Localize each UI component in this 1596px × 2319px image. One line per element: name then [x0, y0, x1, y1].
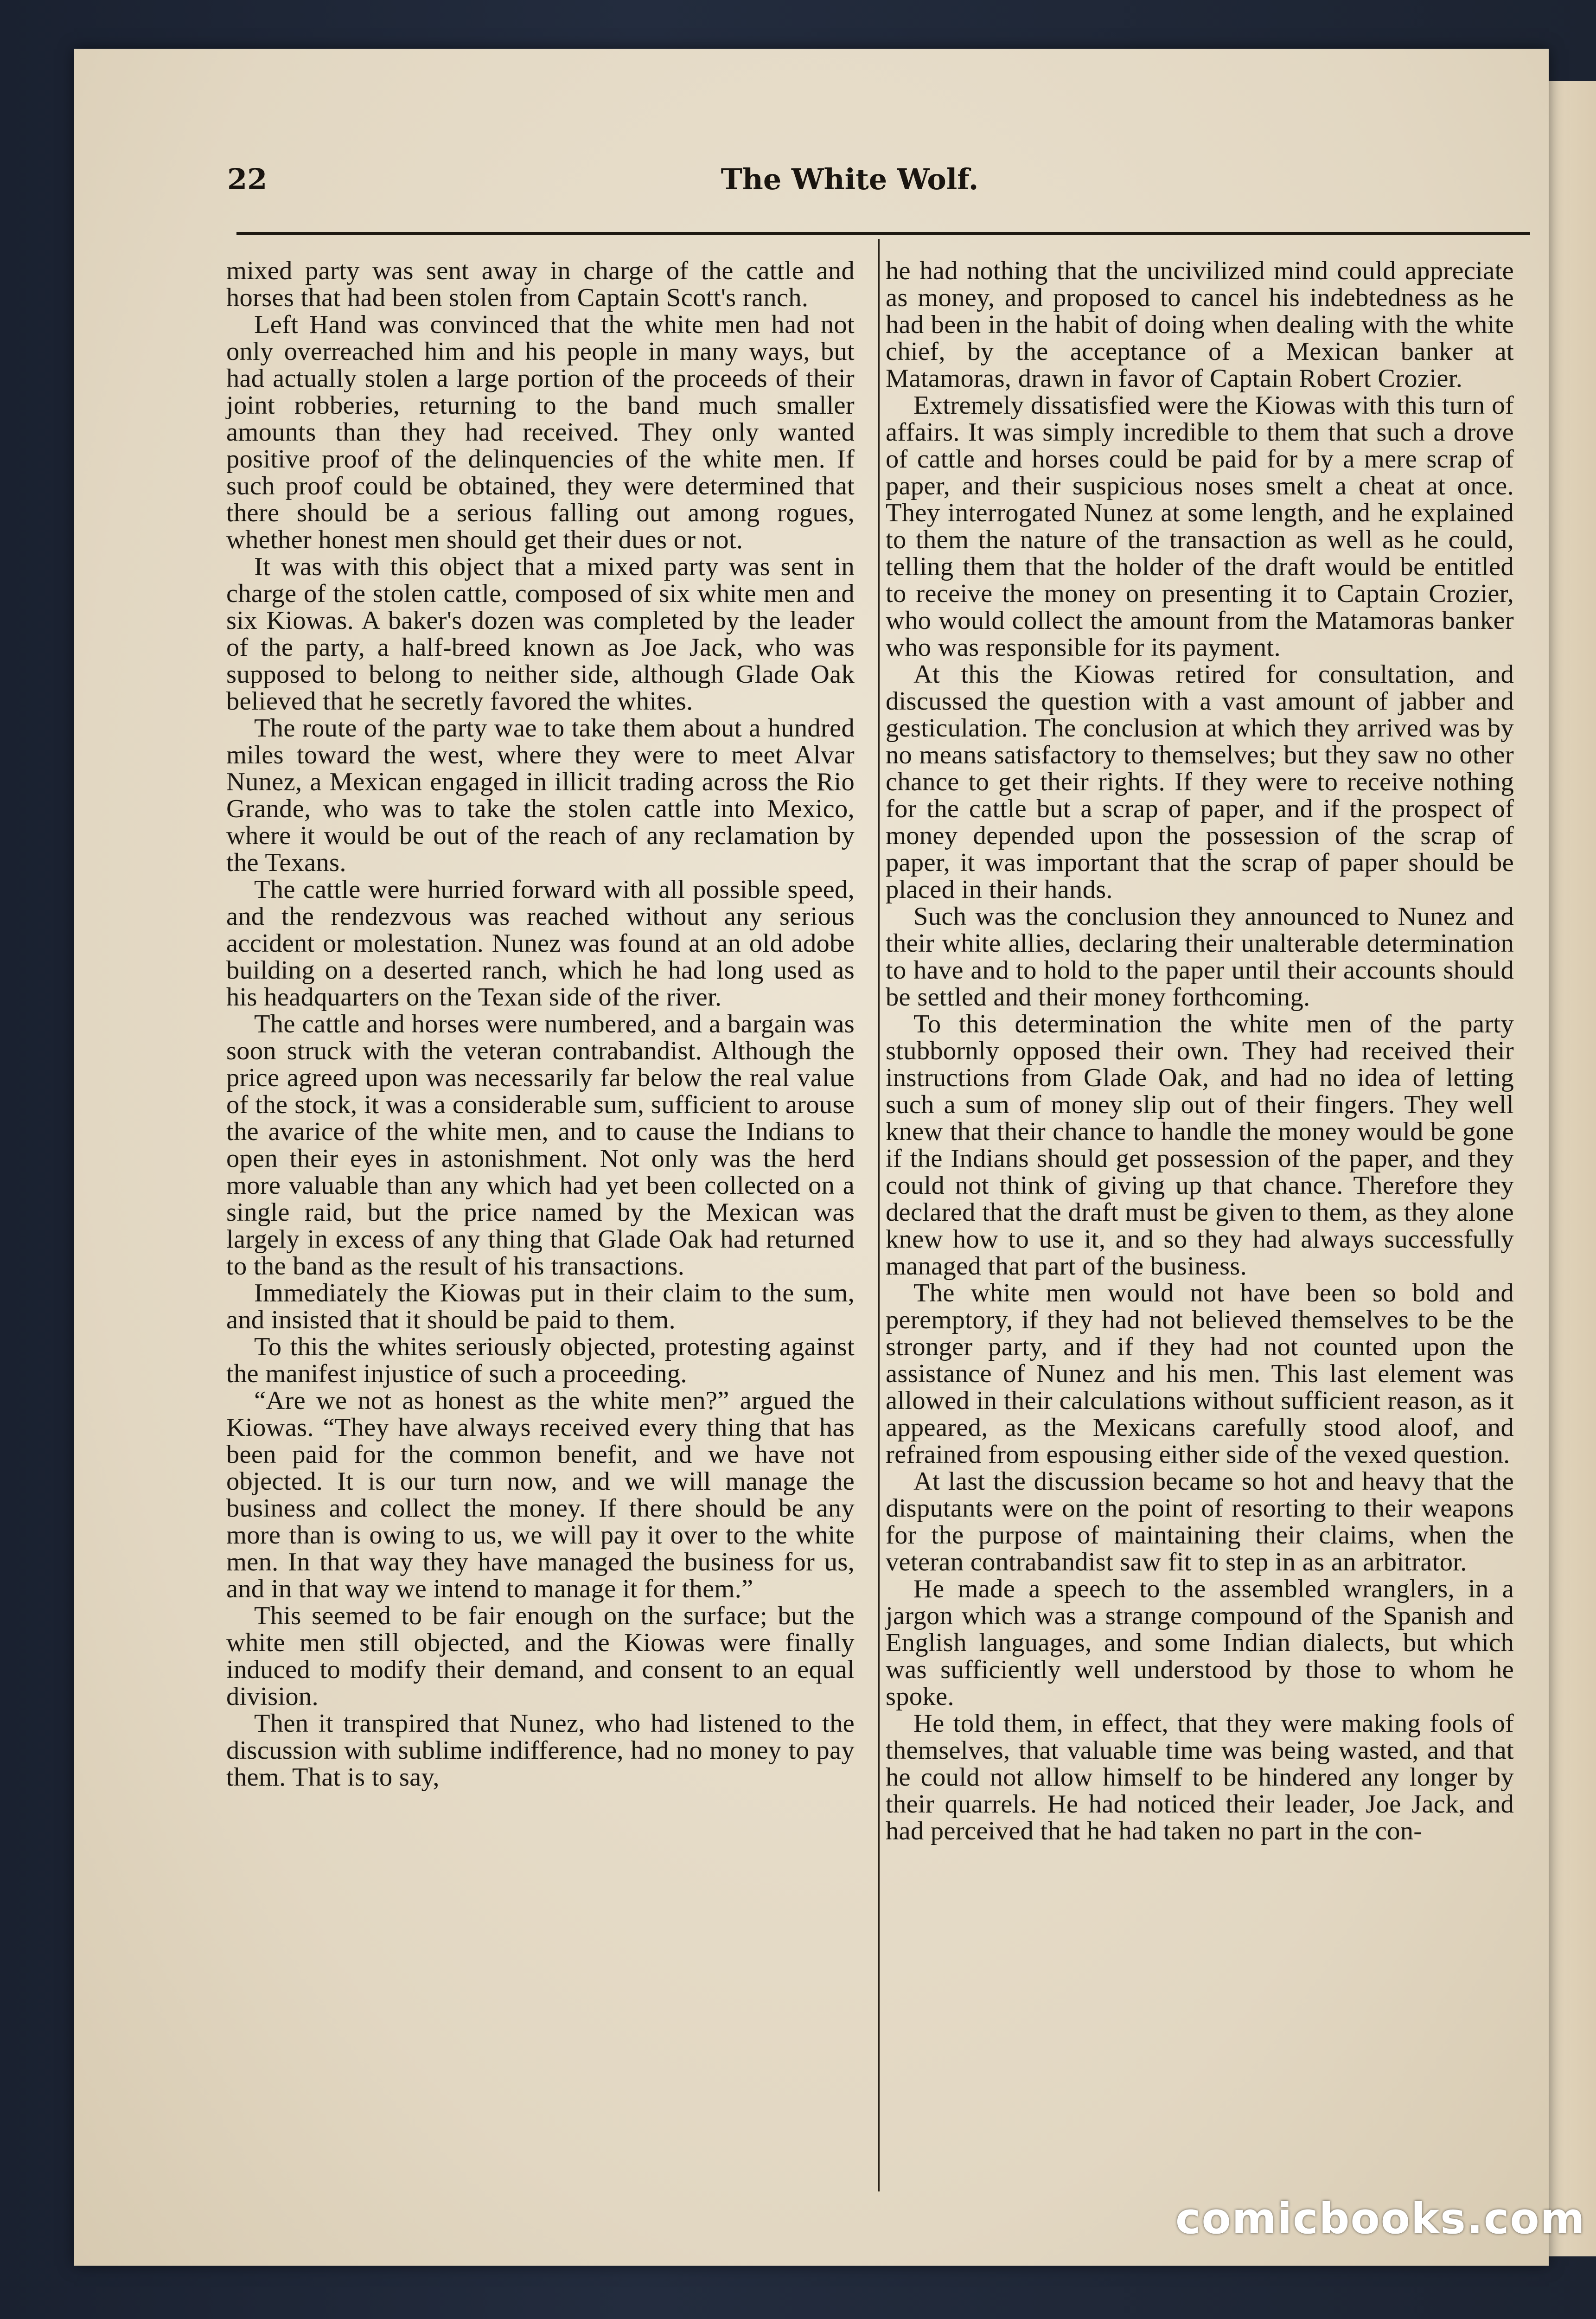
paragraph: At this the Kiowas retired for consultation, and discussed the question with a vast amount of jabber and gesticulation. The conclusion at which they arrived was by no means satisfactory to themselves; but they saw no other chance to get their rights. If they were to receive nothing for the cattle but a scrap of paper, and if the prospect of money depended upon the possession of the scrap of paper, it was important that the scrap of paper should be placed in their hands.	[886, 660, 1514, 904]
header-rule	[236, 232, 1530, 235]
paragraph: He made a speech to the assembled wranglers, in a jargon which was a strange compound of the Spanish and English languages, and some Indian dialects, but which was sufficiently well understood by those to whom he spoke.	[886, 1575, 1514, 1711]
paragraph: To this the whites seriously objected, protesting against the manifest injustice of such a proceeding.	[226, 1332, 855, 1388]
column-divider	[878, 239, 880, 2191]
paragraph: Extremely dissatisfied were the Kiowas with this turn of affairs. It was simply incredible to them that such a drove of cattle and horses could be paid for by a mere scrap of paper, and their suspicious noses smelt a cheat at once. They interrogated Nunez at some length, and he explained to them the nature of the transaction as well as he could, telling them that the holder of the draft would be entitled to receive the money on presenting it to Captain Crozier, who would collect the amount from the Matamoras banker who was responsible for its payment.	[886, 391, 1514, 662]
watermark-logo: comicbooks.com	[1175, 2194, 1586, 2243]
paragraph: It was with this object that a mixed party was sent in charge of the stolen cattle, composed of six white men and six Kiowas. A baker's dozen was completed by the leader of the party, a half-breed known as Joe Jack, who was supposed to belong to neither side, although Glade Oak believed that he secretly favored the whites.	[226, 552, 855, 716]
right-column	[886, 257, 1514, 2196]
paragraph: Such was the conclusion they announced to Nunez and their white allies, declaring their unalterable determination to have and to hold to the paper until their accounts should be settled and their money forthcoming.	[886, 902, 1514, 1012]
running-title: The White Wolf.	[721, 162, 979, 196]
paragraph: The route of the party wae to take them about a hundred miles toward the west, where they were to meet Alvar Nunez, a Mexican engaged in illicit trading across the Rio Grande, who was to take the stolen cattle into Mexico, where it would be out of the reach of any reclamation by the Texans.	[226, 714, 855, 877]
paragraph: Immediately the Kiowas put in their claim to the sum, and insisted that it should be paid to them.	[226, 1279, 855, 1334]
paragraph: Then it transpired that Nunez, who had listened to the discussion with sublime indifference, had no money to pay them. That is to say,	[226, 1709, 855, 1792]
paragraph: he had nothing that the uncivilized mind could appreciate as money, and proposed to cancel his indebtedness as he had been in the habit of doing when dealing with the white chief, by the acceptance of a Mexican banker at Matamoras, drawn in favor of Captain Robert Crozier.	[886, 256, 1514, 393]
paragraph: At last the discussion became so hot and heavy that the disputants were on the point of resorting to their weapons for the purpose of maintaining their claims, when the veteran contrabandist saw fit to step in as an arbitrator.	[886, 1467, 1514, 1576]
paragraph: He told them, in effect, that they were making fools of themselves, that valuable time was being wasted, and that he could not allow himself to be hindered any longer by their quarrels. He had noticed their leader, Joe Jack, and had perceived that he had taken no part in the con-	[886, 1709, 1514, 1845]
paragraph: “Are we not as honest as the white men?” argued the Kiowas. “They have always received every thing that has been paid for the common benefit, and we have not objected. It is our turn now, and we will manage the business and collect the money. If there should be any more than is owing to us, we will pay it over to the white men. In that way they have managed the business for us, and in that way we intend to manage it for them.”	[226, 1386, 855, 1603]
paragraph: The cattle and horses were numbered, and a bargain was soon struck with the veteran contrabandist. Although the price agreed upon was necessarily far below the real value of the stock, it was a considerable sum, sufficient to arouse the avarice of the white men, and to cause the Indians to open their eyes in astonishment. Not only was the herd more valuable than any which had yet been collected on a single raid, but the price named by the Mexican was largely in excess of any thing that Glade Oak had returned to the band as the result of his transactions.	[226, 1010, 855, 1281]
paragraph: Left Hand was convinced that the white men had not only overreached him and his people in many ways, but had actually stolen a large portion of the proceeds of their joint robberies, returning to the band much smaller amounts than they had received. They only wanted positive proof of the delinquencies of the white men. If such proof could be obtained, they were determined that there should be a serious falling out among rogues, whether honest men should get their dues or not.	[226, 310, 855, 554]
paragraph: The white men would not have been so bold and peremptory, if they had not believed themselves to be the stronger party, and if they had not counted upon the assistance of Nunez and his men. This last element was allowed in their calculations without sufficient reason, as it appeared, as the Mexicans carefully stood aloof, and refrained from espousing either side of the vexed question.	[886, 1279, 1514, 1469]
paragraph: The cattle were hurried forward with all possible speed, and the rendezvous was reached without any serious accident or molestation. Nunez was found at an old adobe building on a deserted ranch, which he had long used as his headquarters on the Texan side of the river.	[226, 875, 855, 1012]
paragraph: To this determination the white men of the party stubbornly opposed their own. They had received their instructions from Glade Oak, and had no idea of letting such a sum of money slip out of their fingers. They well knew that their chance to handle the money would be gone if the Indians should get possession of the paper, and they could not think of giving up that chance. Therefore they declared that the draft must be given to them, as they alone knew how to use it, and so they had always successfully managed that part of the business.	[886, 1010, 1514, 1281]
page-number: 22	[227, 162, 268, 196]
page-header	[167, 162, 1532, 227]
paragraph: This seemed to be fair enough on the surface; but the white men still objected, and the Kiowas were finally induced to modify their demand, and consent to an equal division.	[226, 1602, 855, 1711]
paragraph: mixed party was sent away in charge of the cattle and horses that had been stolen from Captain Scott's ranch.	[226, 256, 855, 312]
left-column	[226, 257, 855, 2196]
